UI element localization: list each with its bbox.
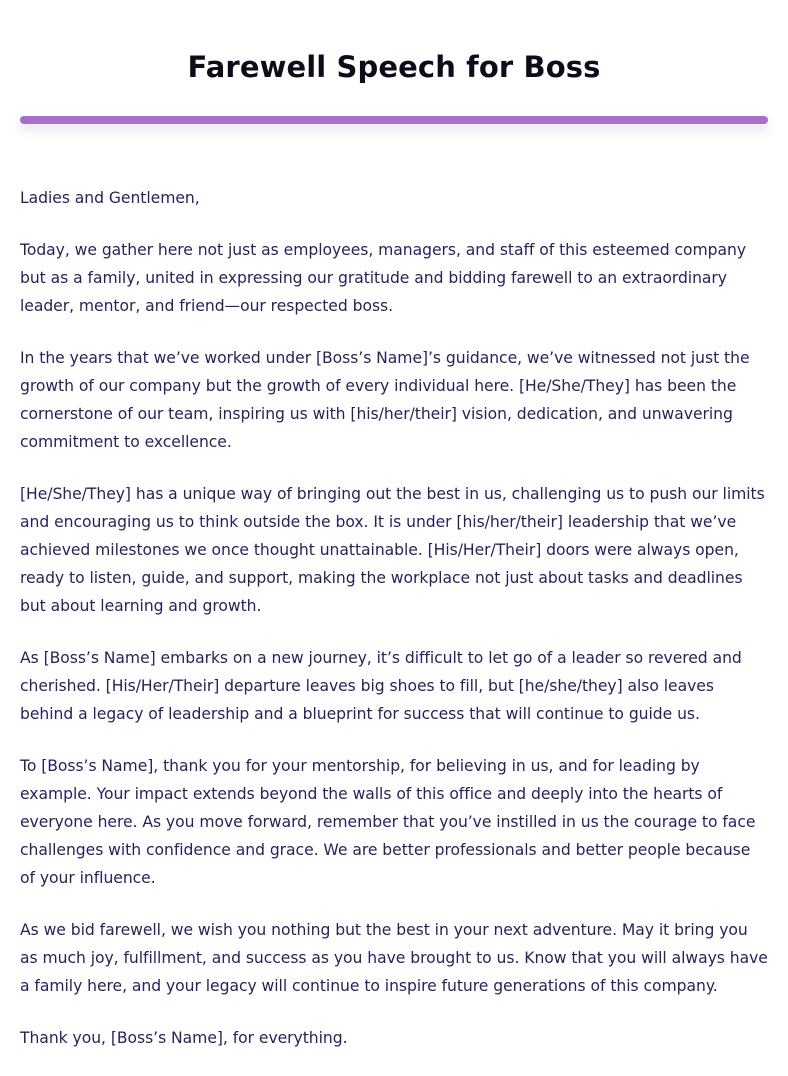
intro-paragraph: Today, we gather here not just as employees, managers, and staff of this esteemed company but as a family, united in expressing our gratitude and bidding farewell to an extraordinary leader, mentor, and friend—our respected boss. (20, 241, 747, 315)
greeting-paragraph: Ladies and Gentlemen, (20, 189, 200, 207)
speech-body (20, 184, 768, 1052)
leadership-paragraph: [He/She/They] has a unique way of bringing out the best in us, challenging us to push our limits and encouraging us to think outside the box. It is under [his/her/their] leadership that we’ve achieved milestones we once thought unattainable. [His/Her/Their] doors were always open, ready to listen, guide, and support, making the workplace not just about tasks and deadlines but about learning and growth. (20, 485, 765, 615)
thanks-paragraph: To [Boss’s Name], thank you for your mentorship, for believing in us, and for leading by example. Your impact extends beyond the walls of this office and deeply into the hearts of everyone here. As you move forward, remember that you’ve instilled in us the courage to face challenges with confidence and grace. We are better professionals and better people because of your influence. (20, 757, 756, 887)
closing-paragraph: Thank you, [Boss’s Name], for everything. (20, 1029, 348, 1047)
journey-paragraph: As [Boss’s Name] embarks on a new journey, it’s difficult to let go of a leader so revered and cherished. [His/Her/Their] departure leaves big shoes to fill, but [he/she/they] also leaves behind a legacy of leadership and a blueprint for success that will continue to guide us. (20, 649, 742, 723)
speech-document (20, 0, 768, 1076)
farewell-paragraph: As we bid farewell, we wish you nothing but the best in your next adventure. May it bring you as much joy, fulfillment, and success as you have brought to us. Know that you will always have a family here, and your legacy will continue to inspire future generations of this company. (20, 921, 768, 995)
guidance-paragraph: In the years that we’ve worked under [Boss’s Name]’s guidance, we’ve witnessed not just the growth of our company but the growth of every individual here. [He/She/They] has been the cornerstone of our team, inspiring us with [his/her/their] vision, dedication, and unwavering commitment to excellence. (20, 349, 750, 451)
title-divider (20, 116, 768, 124)
page-title: Farewell Speech for Boss (187, 50, 601, 84)
